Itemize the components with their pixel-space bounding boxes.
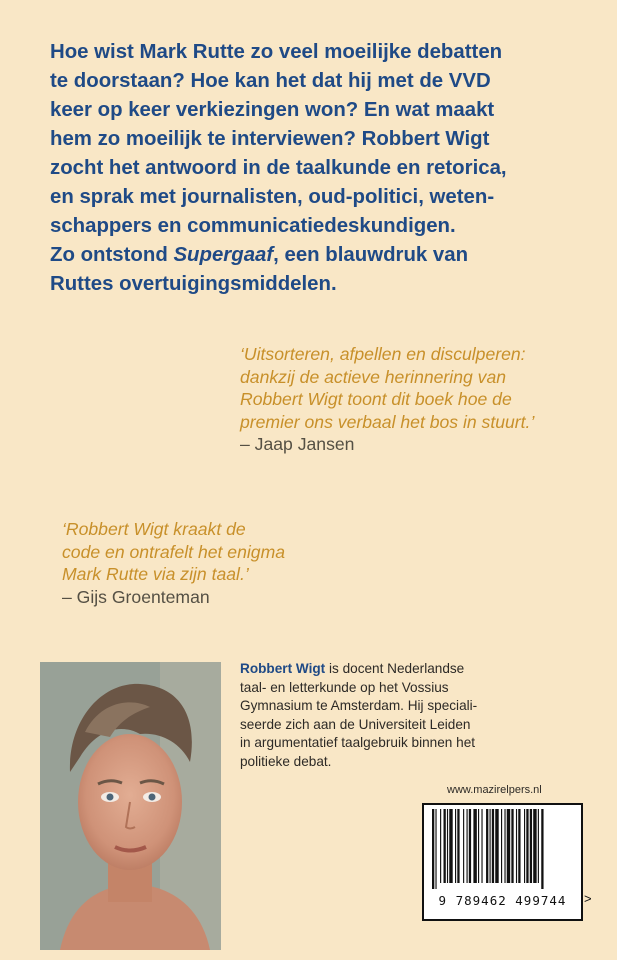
quote-line: ‘Uitsorteren, afpellen en disculperen: [240,344,526,364]
barcode-bar [469,809,471,883]
barcode-bar [463,809,464,883]
barcode-bar [490,809,491,883]
review-quote-groenteman [62,518,285,608]
quote-line: Mark Rutte via zijn taal.’ [62,564,249,584]
bio-line: taal- en letterkunde op het Vossius [240,679,449,695]
barcode-bar [432,809,434,889]
blurb-line: hem zo moeilijk te interviewen? Robbert Wigt [50,128,490,150]
quote-line: premier ons verbaal het bos in stuurt.’ [240,411,535,432]
barcode-bar [530,809,532,883]
bio-line [240,660,580,679]
blurb-line: Hoe wist Mark Rutte zo veel moeilijke debatten [50,41,503,63]
blurb-suffix: , een blauwdruk van [273,244,469,266]
barcode-bar [435,809,436,889]
author-name: Robbert Wigt [240,661,326,676]
blurb-line: te doorstaan? Hoe kan het dat hij met de VVD [50,70,491,92]
back-cover-blurb [50,38,595,299]
quote-attribution: – Gijs Groenteman [62,586,210,607]
barcode-bar [518,809,520,883]
barcode-bar [504,809,505,883]
quote-line: code en ontrafelt het enigma [62,541,286,562]
barcode-bars [428,809,577,889]
blurb-line [50,241,595,270]
author-portrait-illustration [40,662,221,950]
author-bio [240,660,580,772]
quote-attribution: – Jaap Jansen [240,434,355,454]
blurb-line: schappers en communicatiedeskundigen. [50,215,456,237]
barcode-bar [481,809,482,883]
barcode-bar [511,809,513,883]
author-photo [40,662,221,950]
barcode-bar [478,809,479,883]
blurb-line: en sprak met journalisten, oud-politici, weten- [50,186,495,208]
barcode-bar [455,809,456,883]
barcode-bar [533,809,536,883]
barcode-bar [538,809,539,883]
barcode-bar [516,809,517,883]
barcode-bar [457,809,459,883]
isbn-barcode [422,803,583,921]
bio-line: Gymnasium te Amsterdam. Hij speciali- [240,698,478,714]
barcode-bar [447,809,448,883]
barcode-bar [492,809,494,883]
barcode-bar [449,809,452,883]
bio-line: in argumentatief taalgebruik binnen het [240,735,476,751]
bio-first-line: is docent Nederlandse [325,661,465,676]
quote-line: ‘Robbert Wigt kraakt de [62,519,246,539]
barcode-bar [495,809,498,883]
barcode-bar [526,809,528,883]
barcode-bar [486,809,488,883]
blurb-line: zocht het antwoord in de taalkunde en retorica, [50,157,507,179]
quote-line: Robbert Wigt toont dit boek hoe de [240,389,512,409]
barcode-bar [440,809,441,883]
blurb-prefix: Zo ontstond [50,244,174,266]
publisher-url[interactable]: www.mazirelpers.nl [447,784,542,796]
barcode-bar [524,809,525,883]
barcode-bar [473,809,476,883]
barcode-bar [541,809,543,889]
barcode-bar [501,809,502,883]
quote-line: dankzij de actieve herinnering van [240,366,507,387]
barcode-bar [444,809,446,883]
book-title: Supergaaf [173,244,274,266]
blurb-line: Ruttes overtuigingsmiddelen. [50,273,337,295]
barcode-arrow: > [584,891,592,906]
bio-line: seerde zich aan de Universiteit Leiden [240,716,471,732]
barcode-bar [467,809,468,883]
isbn-number: 9 789462 499744 [438,893,567,908]
barcode-bar [507,809,510,883]
blurb-line: keer op keer verkiezingen won? En wat maakt [50,99,495,121]
bio-line: politieke debat. [240,753,332,769]
review-quote-jansen [240,343,534,456]
